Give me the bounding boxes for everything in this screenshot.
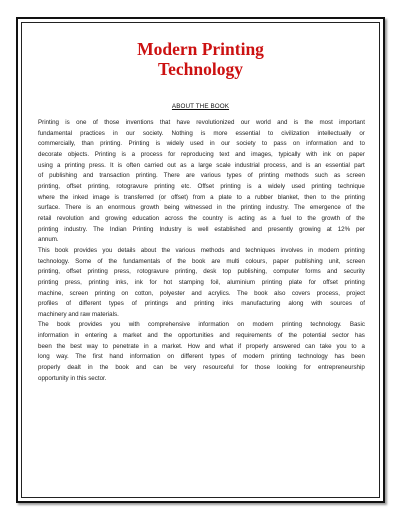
text-line: profiles of different types of printings and printing inks manufacturing along with sources of — [38, 300, 365, 308]
text-line: annum. — [38, 236, 59, 244]
text-line: been the best way to penetrate in a market. How and what if properly answered can take you to a — [38, 342, 365, 350]
title-line-1: Modern Printing — [137, 39, 264, 59]
text-line: properly dealt in the book and can be very resourceful for those looking for entrepreneurship — [38, 364, 365, 372]
text-line: technology. Some of the fundamentals of the book are multi colours, paper publishing unit, screen — [38, 257, 365, 265]
text-line: where the inked image is transferred (or offset) from a plate to a rubber blanket, then to the printing — [38, 193, 365, 201]
text-line: printing, offset printing press, rotogravure printing, desk top publishing, computer forms and security — [38, 268, 365, 276]
text-line: long way. The first hand information on different types of modern printing technology has been — [38, 353, 365, 361]
text-line: retail revolution and growing education across the country is acting as a fuel to the growth of the — [38, 214, 365, 222]
text-line: commercially, than printing. Printing is widely used in our society to pass on information and to — [38, 140, 365, 148]
text-line: using a printing press. It is often carried out as a large scale industrial process, and is an essential part — [38, 161, 365, 169]
text-line: decorate objects. Printing is a process for reproducing text and images, typically with ink on paper — [38, 150, 365, 158]
text-line: of publishing and transaction printing. There are various types of printing methods such as screen — [38, 172, 365, 180]
title-line-2: Technology — [158, 59, 243, 79]
text-line: information in entering a market and the opportunities and requirements of the potential sector has — [38, 332, 365, 340]
text-line: printing industry. The Indian Printing Industry is well established and presently growing at 12% per — [38, 225, 365, 233]
text-line: This book provides you details about the various methods and techniques involves in modern printing — [38, 246, 365, 254]
text-line: fundamental practices in our society. Nothing is more essential to civilization intellectually or — [38, 129, 365, 137]
text-line: machine, screen printing on cotton, polyester and acrylics. The book also covers process, project — [38, 289, 365, 297]
text-line: Printing is one of those inventions that have revolutionized our world and is the most important — [38, 119, 365, 126]
section-heading: ABOUT THE BOOK — [171, 103, 230, 110]
text-line: The book provides you with comprehensive information on modern printing technology. Basic — [38, 321, 365, 329]
text-line: opportunity in this sector. — [38, 374, 107, 382]
text-line: printing, offset printing, rotogravure printing etc. Offset printing is a widely used printing technique — [38, 182, 365, 190]
body-text — [38, 118, 365, 384]
page-frame — [16, 17, 385, 503]
text-line: surface. There is an enormous growth being witnessed in the printing industry. The emergence of the — [38, 204, 365, 212]
text-line: machinery and raw materials. — [38, 310, 119, 318]
text-line: printing press, printing inks, ink for hot stamping foil, aluminium printing plate for offset printing — [38, 278, 365, 286]
